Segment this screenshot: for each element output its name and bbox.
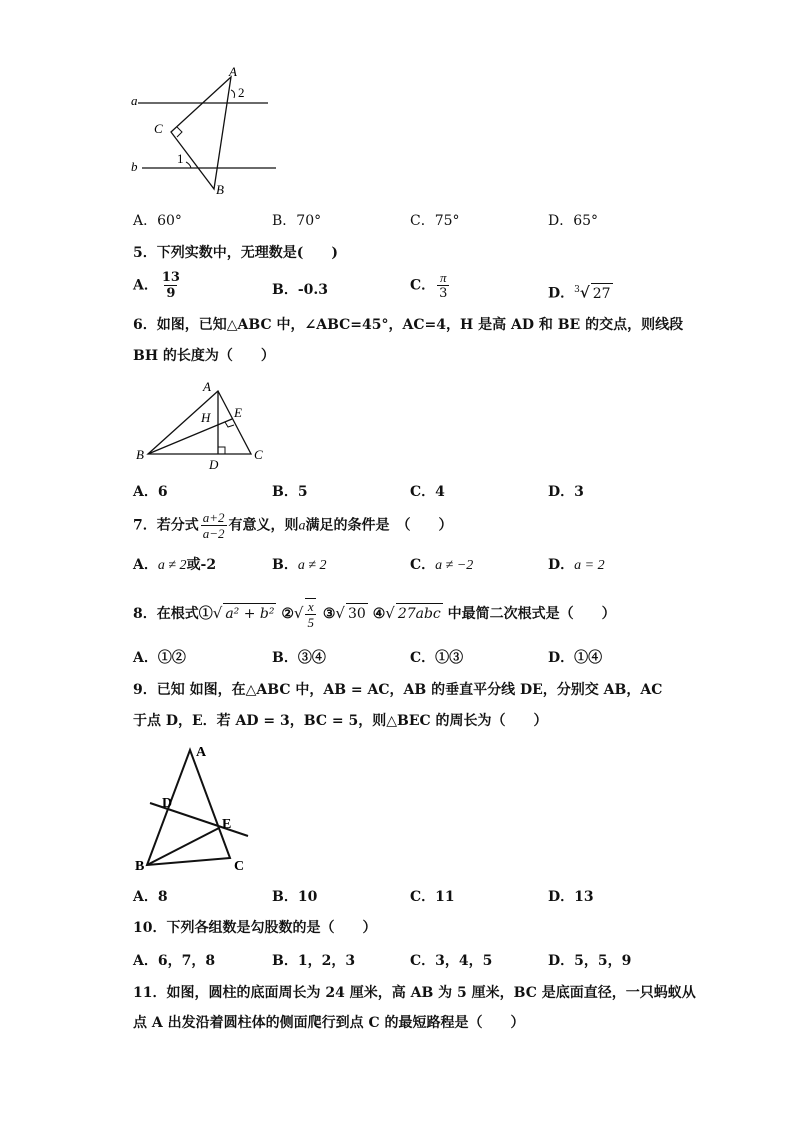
q8-radical-4: 27abc [396,603,443,624]
fraction-13-9 [160,270,182,301]
q7-option-b[interactable] [272,555,327,576]
frac-num: a+2 [202,510,225,525]
q10-option-c[interactable]: C．3，4，5 [410,953,493,969]
q7-stem-pre: 7．若分式 [133,517,199,534]
radicand: 27 [591,283,613,304]
fig1-label-B: B [216,182,224,197]
sqrt-sign-icon: √ [212,604,223,622]
q6-option-b[interactable]: B．5 [272,484,308,500]
fig6-label-H: H [201,410,211,425]
q7-option-b-label: B． [272,557,298,573]
fig9-label-B: B [135,859,145,874]
frac-den: 9 [166,286,176,301]
q6-stem-line1: 6．如图，已知△ABC 中，∠ABC=45°，AC=4，H 是高 AD 和 BE 的交点，则线段 [133,317,684,333]
fig9-label-A: A [196,745,207,760]
q7-option-a-label: A． [133,557,158,573]
q11-stem-line1: 11．如图，圆柱的底面周长为 24 厘米，高 AB 为 5 厘米，BC 是底面直径，一只蚂蚁从 [133,985,696,1001]
q7-option-a[interactable] [133,555,216,576]
figure-isosceles-bisector [130,740,270,880]
fig6-label-C: C [254,447,263,462]
q7-option-d-math: a = 2 [574,558,605,573]
q8-stem-pre: 8．在根式 [133,606,199,622]
fig1-label-1: 1 [177,151,184,166]
q7-stem-end: 满足的条件是 （ ） [305,517,453,534]
q6-stem-line2: BH 的长度为（ ） [133,348,275,364]
q8-option-a[interactable]: A．①② [133,650,186,666]
frac-num: π [440,270,447,285]
q4-option-c[interactable]: C．75° [410,213,460,229]
q6-option-c[interactable]: C．4 [410,484,445,500]
q6-option-d[interactable]: D．3 [548,484,584,500]
frac-num: x [307,599,314,614]
q7-option-d[interactable] [548,555,605,576]
q8-mark-4: ④ [372,606,386,622]
q5-option-a-label: A． [133,277,158,294]
frac-den: 3 [439,286,448,301]
q10-stem: 10．下列各组数是勾股数的是（ ） [133,920,377,936]
q10-option-b[interactable]: B．1，2，3 [272,953,356,969]
fig1-label-2: 2 [238,85,245,100]
fig6-label-B: B [136,447,144,462]
q8-option-d[interactable]: D．①④ [548,650,603,666]
fig1-label-b: b [131,159,138,174]
q7-option-d-label: D． [548,557,575,573]
frac-den: a−2 [202,526,225,541]
q5-option-d-label: D． [548,285,575,302]
fig6-label-D: D [209,457,219,472]
q8-mark-2: ② [281,606,294,622]
q7-option-b-math: a ≠ 2 [297,558,327,573]
fraction-pi-3 [437,270,449,301]
q5-option-c[interactable] [410,270,451,301]
frac-den: 5 [307,615,314,630]
figure-parallel-lines [128,62,288,202]
q4-option-d[interactable]: D．65° [548,213,599,229]
q10-option-d[interactable]: D．5，5，9 [548,953,632,969]
q8-stem [133,598,616,630]
q4-option-b[interactable]: B．70° [272,213,322,229]
fig6-label-E: E [234,405,242,420]
q5-stem: 5．下列实数中，无理数是( ) [133,245,338,261]
q9-stem-line1: 9．已知 如图，在△ABC 中，AB = AC，AB 的垂直平分线 DE，分别交 AB，AC [133,682,663,698]
fig9-label-E: E [222,817,232,832]
q8-mark-3: ③ [322,606,336,622]
q7-option-a-math: a ≠ 2 [157,558,187,573]
q10-option-a[interactable]: A．6，7，8 [133,953,216,969]
root-index: 3 [574,285,580,295]
fig6-label-A: A [203,379,211,394]
q9-option-d[interactable]: D．13 [548,889,594,905]
q8-stem-post: 中最简二次根式是（ ） [447,606,616,622]
fig1-label-a: a [131,93,138,108]
q8-radical-3: 30 [346,603,368,624]
q5-option-d[interactable] [548,280,613,304]
q9-option-c[interactable]: C．11 [410,889,455,905]
q7-option-c-math: a ≠ −2 [435,558,474,573]
q5-option-c-label: C． [410,277,436,294]
q6-option-a[interactable]: A．6 [133,484,168,500]
q7-var: a [298,518,306,534]
sqrt-sign-icon: √ [293,604,304,622]
frac-num: 13 [161,270,180,285]
fig1-label-A: A [229,64,237,79]
q9-option-a[interactable]: A．8 [133,889,168,905]
q7-option-c[interactable] [410,555,473,576]
q7-stem [133,510,453,541]
figure-triangle-heights [130,375,270,475]
q5-option-a[interactable] [133,270,184,301]
q7-option-c-label: C． [410,557,436,573]
fig1-label-C: C [154,121,163,136]
q9-option-b[interactable]: B．10 [272,889,318,905]
q7-option-a-tail: 或-2 [186,557,217,573]
q8-radical-2 [305,598,316,630]
sqrt-sign-icon: √ [385,604,395,622]
q8-option-b[interactable]: B．③④ [272,650,326,666]
q8-option-c[interactable]: C．①③ [410,650,464,666]
sqrt-sign-icon: √ [579,283,590,302]
q11-stem-line2: 点 A 出发沿着圆柱体的侧面爬行到点 C 的最短路程是（ ） [133,1015,525,1031]
q8-radical-1: a² + b² [223,603,276,624]
sqrt-sign-icon: √ [335,604,345,622]
fig9-label-D: D [162,796,173,811]
q8-mark-1: ① [198,606,213,622]
q4-option-a[interactable]: A．60° [133,213,182,229]
q5-option-b[interactable]: B．-0.3 [272,282,328,298]
q7-stem-post: 有意义，则 [228,517,299,534]
q7-fraction [201,510,227,541]
q9-stem-line2: 于点 D，E．若 AD = 3，BC = 5，则△BEC 的周长为（ ） [133,713,548,729]
fig9-label-C: C [234,859,245,874]
